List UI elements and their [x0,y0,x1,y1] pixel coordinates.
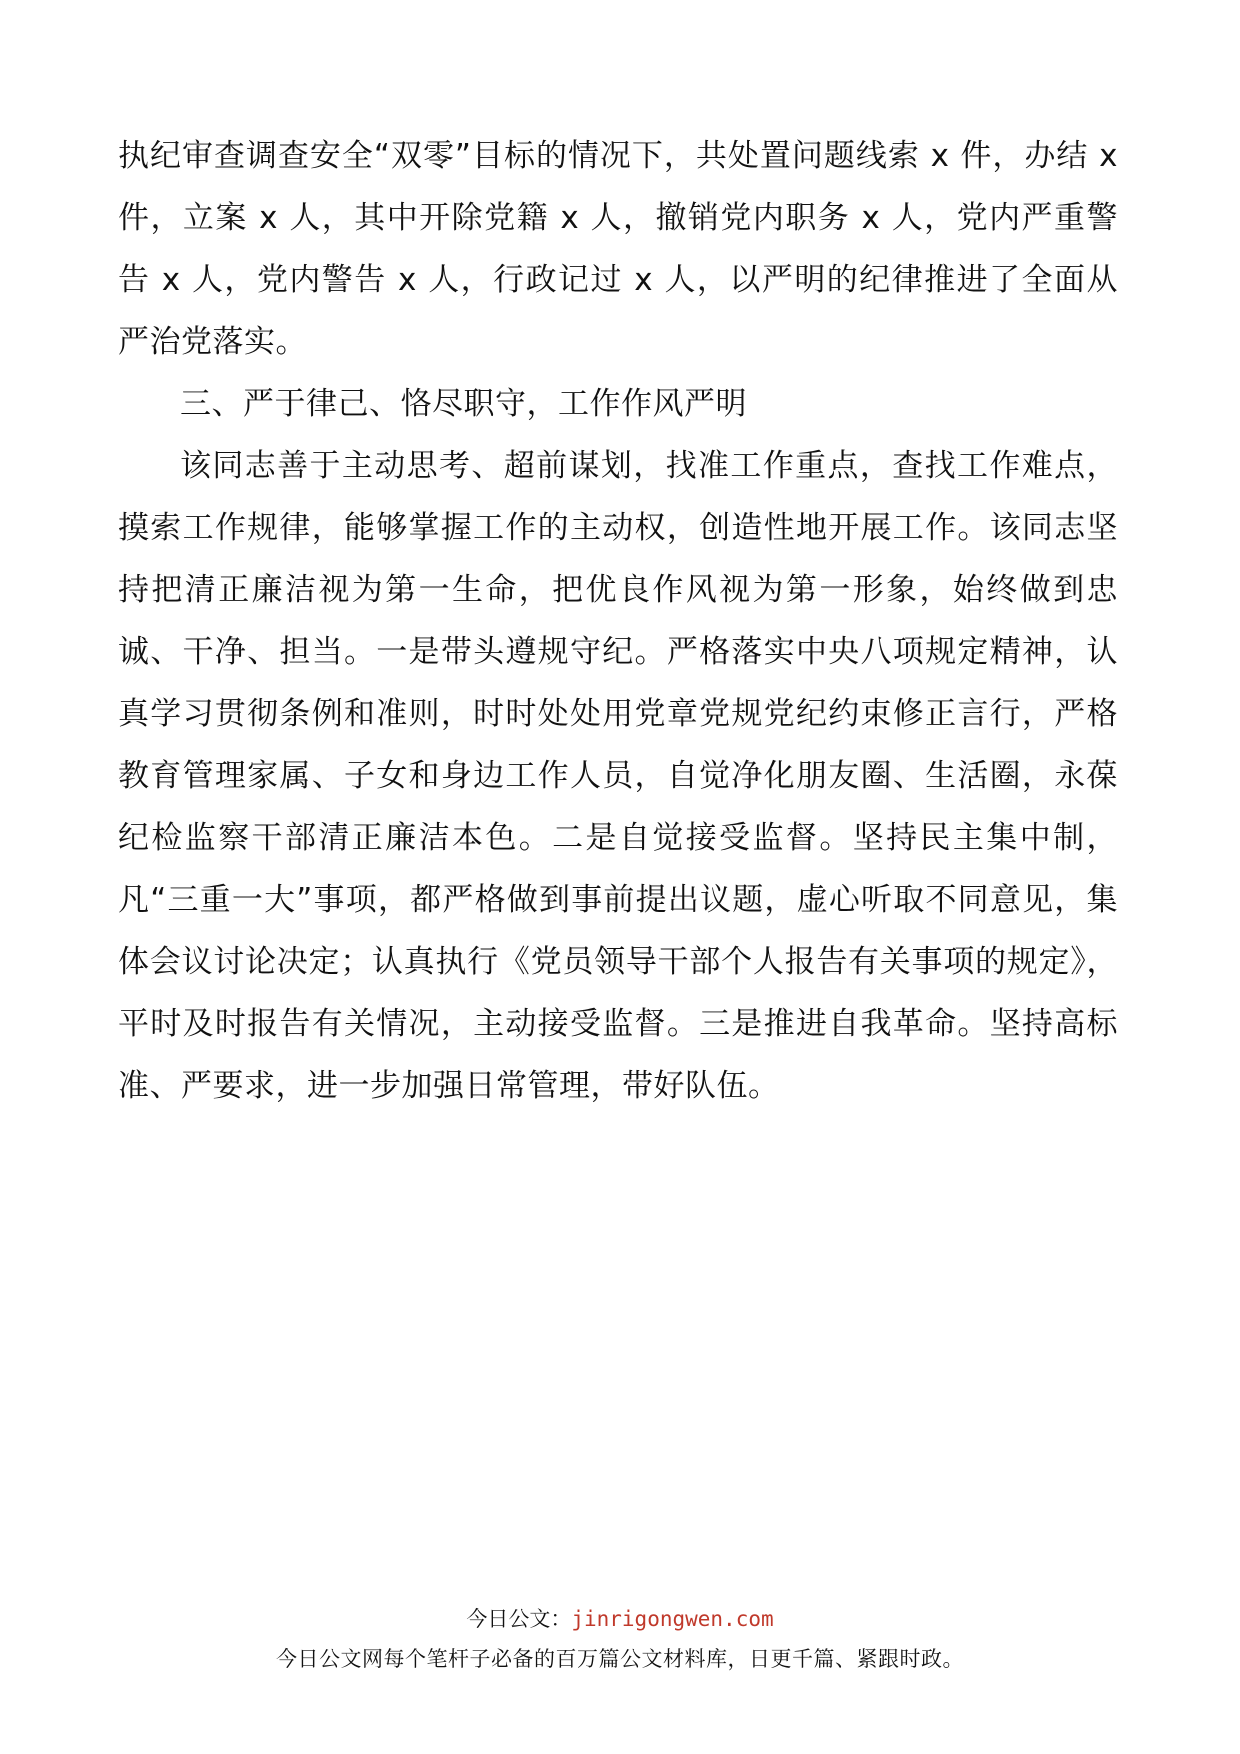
paragraph-body: 该同志善于主动思考、超前谋划，找准工作重点，查找工作难点，摸索工作规律，能够掌握工作的主动权，创造性地开展工作。该同志坚持把清正廉洁视为第一生命，把优良作风视为第一形象，始终做到忠诚、干净、担当。一是带头遵规守纪。严格落实中央八项规定精神，认真学习贯彻条例和准则，时时处处用党章党规党纪约束修正言行，严格教育管理家属、子女和身边工作人员，自觉净化朋友圈、生活圈，永葆纪检监察干部清正廉洁本色。二是自觉接受监督。坚持民主集中制，凡“三重一大”事项，都严格做到事前提出议题，虚心听取不同意见，集体会议讨论决定；认真执行《党员领导干部个人报告有关事项的规定》，平时及时报告有关情况，主动接受监督。三是推进自我革命。坚持高标准、严要求，进一步加强日常管理，带好队伍。 [118,448,1118,1104]
paragraph-continued: 执纪审查调查安全“双零”目标的情况下，共处置问题线索 x 件，办结 x 件，立案 x 人，其中开除党籍 x 人，撤销党内职务 x 人，党内严重警告 x 人，党内警告 x 人，行政记过 x 人，以严明的纪律推进了全面从严治党落实。 [118,138,1118,360]
footer-label: 今日公文： [466,1607,572,1631]
footer-tagline: 今日公文网每个笔杆子必备的百万篇公文材料库，日更千篇、紧跟时政。 [276,1647,964,1671]
footer-source [0,1603,1240,1633]
footer-url-link[interactable]: jinrigongwen.com [571,1607,774,1631]
document-body [118,125,1118,1117]
section-heading: 三、严于律己、恪尽职守，工作作风严明 [180,386,747,422]
